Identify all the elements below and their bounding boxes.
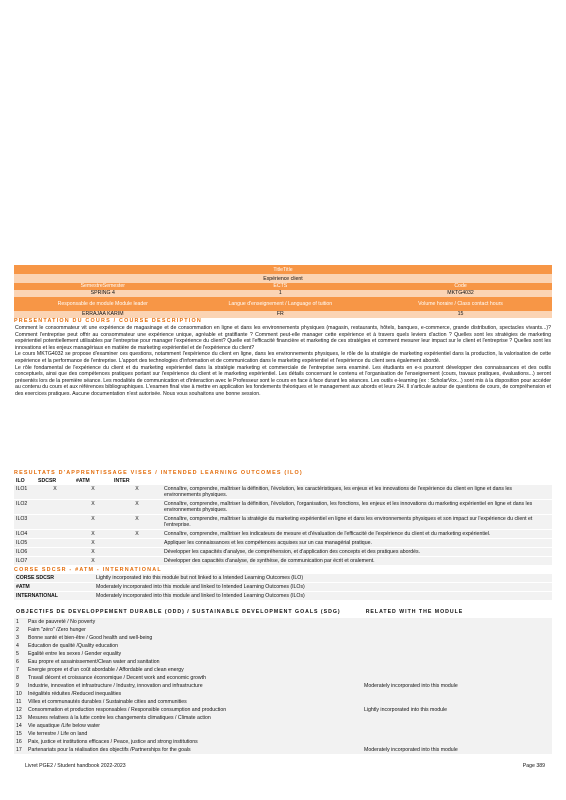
sdg-number: 5: [14, 650, 26, 658]
ilo-mark: X: [112, 500, 162, 515]
sdg-relation: [362, 658, 552, 666]
ilo-col-ilo: ILO: [16, 478, 25, 484]
ilo-row: [14, 485, 552, 500]
leader-value-row: [14, 311, 552, 318]
sdg-text: Education de qualité /Quality education: [26, 642, 362, 650]
title-label: TitleTitle: [273, 266, 293, 273]
semester-value-row: [14, 290, 552, 297]
ilo-row: [14, 515, 552, 530]
ilo-mark: X: [74, 485, 112, 500]
ilo-mark: X: [112, 515, 162, 530]
sdg-number: 9: [14, 682, 26, 690]
sdg-text: Bonne santé et bien-être / Good health and well-being: [26, 634, 362, 642]
sdg-row: [14, 746, 552, 754]
ilo-text: Connaître, comprendre, maîtriser les indicateurs de mesure et d'évaluation de l'efficacité de l'expérience du client et du marketing expérientiel.: [162, 530, 552, 539]
ects-label: ECTS: [273, 283, 288, 290]
ilo-col-inter: INTER: [114, 478, 130, 484]
sdg-number: 12: [14, 706, 26, 714]
sdg-relation: [362, 618, 552, 626]
ilo-mark: X: [112, 485, 162, 500]
ilo-text: Développer des capacités d'analyse, de synthèse, de communication par écrit et oralement.: [162, 557, 552, 566]
sdg-row: [14, 666, 552, 674]
ilo-link-label: INTERNATIONAL: [14, 592, 94, 601]
code-label: Code: [454, 283, 467, 290]
leader-header-row: [14, 297, 552, 311]
ilo-id: ILO3: [14, 515, 36, 530]
sdg-row: [14, 626, 552, 634]
ilo-col-atm: #ATM: [76, 478, 90, 484]
ilo-mark: X: [74, 557, 112, 566]
ilo-heading: RESULTATS D'APPRENTISSAGE VISES / INTENDED LEARNING OUTCOMES (ILO): [14, 470, 303, 476]
sdg-number: 4: [14, 642, 26, 650]
ilo-id: ILO1: [14, 485, 36, 500]
ilo-id: ILO6: [14, 548, 36, 557]
ilo-id: ILO5: [14, 539, 36, 548]
course-name-row: [14, 274, 552, 283]
sdg-relation: [362, 634, 552, 642]
sdg-heading: OBJECTIFS DE DEVELOPPEMENT DURABLE (ODD) / SUSTAINABLE DEVELOPMENT GOALS (SDG): [16, 609, 341, 615]
responsible-value: ERRAJAA KARIM: [82, 311, 124, 318]
sdg-row: [14, 618, 552, 626]
sdg-row: [14, 706, 552, 714]
sdg-text: Consommation et production responsables / Responsible consumption and production: [26, 706, 362, 714]
sdg-relation: [362, 642, 552, 650]
sdg-number: 16: [14, 738, 26, 746]
sdg-relation: [362, 730, 552, 738]
ilo-mark: [36, 515, 74, 530]
ilo-mark: [36, 500, 74, 515]
sdg-text: Villes et communautés durables / Sustainable cities and communities: [26, 698, 362, 706]
sdg-number: 10: [14, 690, 26, 698]
ilo-mark: [36, 548, 74, 557]
ilo-mark: X: [74, 548, 112, 557]
sdg-row: [14, 674, 552, 682]
language-label: Langue d'enseignement / Language of tuition: [228, 300, 333, 307]
ilo-header-row: [14, 477, 552, 485]
responsible-label: Responsable de module Module leader: [57, 300, 148, 307]
sdg-related-heading: RELATED WITH THE MODULE: [365, 609, 464, 615]
sdg-text: Pas de pauvreté / No poverty: [26, 618, 362, 626]
ilo-mark: [112, 548, 162, 557]
sdg-text: Energie propre et d'un coût abordable / Affordable and clean energy: [26, 666, 362, 674]
ilo-link-text: Moderately incorporated into this module and linked to Intended Learning Outcomes (ILOs): [94, 592, 552, 601]
ilo-table: [14, 477, 552, 566]
sdg-text: Egalité entre les sexes / Gender equality: [26, 650, 362, 658]
sdg-table: [14, 618, 552, 754]
sdg-text: Partenariats pour la réalisation des objectifs /Partnerships for the goals: [26, 746, 362, 754]
ilo-mark: X: [74, 515, 112, 530]
ilo-id: ILO7: [14, 557, 36, 566]
sdg-number: 15: [14, 730, 26, 738]
sdg-number: 17: [14, 746, 26, 754]
sdg-row: [14, 642, 552, 650]
semester-value: SPRING 4: [90, 290, 115, 297]
course-name: Expérience client: [263, 275, 303, 282]
sdg-number: 7: [14, 666, 26, 674]
sdg-number: 11: [14, 698, 26, 706]
ilo-mark: X: [74, 500, 112, 515]
ilo-mark: X: [112, 530, 162, 539]
ilo-row: [14, 500, 552, 515]
sdg-relation: [362, 690, 552, 698]
ilo-mark: X: [74, 539, 112, 548]
ilo-link-row: [14, 583, 552, 592]
sdg-row: [14, 714, 552, 722]
ilo-col-sdcsr: SDCSR: [38, 478, 57, 484]
sdg-text: Travail décent et croissance économique / Decent work and economic growth: [26, 674, 362, 682]
sdg-relation: [362, 650, 552, 658]
sdg-row: [14, 722, 552, 730]
sdg-text: Faim "zéro" /Zero hunger: [26, 626, 362, 634]
ilo-link-text: Moderately incorporated into this module and linked to Intended Learning Outcomes (ILOs): [94, 583, 552, 592]
ilo-link-row: [14, 574, 552, 583]
sdg-row: [14, 738, 552, 746]
page-number: Page 389: [522, 763, 545, 769]
course-sheet: [14, 265, 552, 754]
sdg-number: 3: [14, 634, 26, 642]
semester-header-row: [14, 283, 552, 290]
ilo-id: ILO2: [14, 500, 36, 515]
ilo-text: Connaître, comprendre, maîtriser la définition, l'évolution, l'organisation, les fonctions, les enjeux et les innovations du marketing expérientiel en ligne et dans les environnements physiques.: [162, 500, 552, 515]
ilo-text: Connaître, comprendre, maîtriser la définition, l'évolution, les caractéristiques, les enjeux et les innovations de l'expérience du client en ligne et dans les environnements physiques.: [162, 485, 552, 500]
ilo-row: [14, 557, 552, 566]
ilo-link-text: Lightly incorporated into this module but not linked to a Intended Learning Outcomes (ILO): [94, 574, 552, 583]
sdg-relation: [362, 666, 552, 674]
sdg-text: Inégalités réduites /Reduced inequalities: [26, 690, 362, 698]
sdg-row: [14, 682, 552, 690]
sdg-relation: [362, 722, 552, 730]
footer-left: Livret PGE2 / Student handbook 2022-2023: [25, 763, 126, 769]
ilo-link-label: #ATM: [14, 583, 94, 592]
sdg-number: 6: [14, 658, 26, 666]
sdg-number: 14: [14, 722, 26, 730]
ilo-row: [14, 548, 552, 557]
hours-value: 15: [457, 311, 464, 318]
sdg-number: 1: [14, 618, 26, 626]
language-value: FR: [276, 311, 284, 318]
code-value: MKTG4032: [447, 290, 474, 297]
ilo-link-label: CORSE SDCSR: [14, 574, 94, 583]
sdg-number: 2: [14, 626, 26, 634]
sdg-relation: Moderately incorporated into this module: [362, 682, 552, 690]
sdg-text: Vie terrestre / Life on land: [26, 730, 362, 738]
sdg-relation: [362, 714, 552, 722]
ilo-mark: [36, 557, 74, 566]
sdg-relation: [362, 626, 552, 634]
sdg-row: [14, 658, 552, 666]
sdg-number: 8: [14, 674, 26, 682]
sdg-number: 13: [14, 714, 26, 722]
ilo-mark: [112, 539, 162, 548]
presentation-heading: PRESENTATION DU COURS / COURSE DESCRIPTION: [14, 318, 202, 324]
ilo-mark: X: [74, 530, 112, 539]
ilo-link-row: [14, 592, 552, 601]
sdg-text: Industrie, innovation et infrastructure / Industry, innovation and infrastructure: [26, 682, 362, 690]
ilo-row: [14, 539, 552, 548]
sdg-relation: [362, 698, 552, 706]
ilo-text: Développer les capacités d'analyse, de compréhension, et d'application des concepts et des pratiques abordés.: [162, 548, 552, 557]
title-bar: [14, 265, 552, 274]
ilo-row: [14, 530, 552, 539]
sdg-row: [14, 650, 552, 658]
sdg-row: [14, 698, 552, 706]
ilo-id: ILO4: [14, 530, 36, 539]
ects-value: 1: [278, 290, 282, 297]
sdg-relation: Moderately incorporated into this module: [362, 746, 552, 754]
sdg-relation: [362, 738, 552, 746]
page-footer: [25, 763, 545, 769]
semester-label: SemestreSemester: [80, 283, 125, 290]
ilo-links-heading: CORSE SDCSR - #ATM - INTERNATIONAL: [14, 567, 162, 573]
sdg-relation: [362, 674, 552, 682]
ilo-text: Connaître, comprendre, maîtriser la stratégie du marketing expérientiel en ligne et dans les environnements physiques et son impact sur l'expérience du client et l'entreprise.: [162, 515, 552, 530]
ilo-mark: [36, 530, 74, 539]
sdg-row: [14, 730, 552, 738]
ilo-text: Appliquer les connaissances et les compétences acquises sur un cas managérial pratique.: [162, 539, 552, 548]
sdg-relation: Lightly incorporated into this module: [362, 706, 552, 714]
sdg-text: Paix, justice et institutions efficaces / Peace, justice and strong institutions: [26, 738, 362, 746]
sdg-text: Mesures relatives à la lutte contre les changements climatiques / Climate action: [26, 714, 362, 722]
sdg-text: Eau propre et assainissement/Clean water and sanitation: [26, 658, 362, 666]
ilo-mark: X: [36, 485, 74, 500]
ilo-links-table: [14, 574, 552, 601]
ilo-mark: [36, 539, 74, 548]
hours-label: Volume horaire / Class contact hours: [418, 300, 503, 307]
sdg-row: [14, 634, 552, 642]
sdg-text: Vie aquatique /Life below water: [26, 722, 362, 730]
ilo-mark: [112, 557, 162, 566]
presentation-text: Comment le consommateur vit une expérience de magasinage et de consommation en ligne et dans les environnements physiques (magasin, restaurants, hôtels, banques, e-commerce, grande distribution, spectacles vivants...)? Comment l'entreprise peut offrir au consommateur une expérience unique, agréable et gratifiante ? Comment peut-elle manager cette expérience et à travers quels leviers d'action ? Quelles sont les stratégies de marketing expérientiel potentiellement utilisables par l'entreprise pour manager l'expérience du client? Quelle est l'efficacité financière et marketing de ces stratégies et comment mesurer leur impact sur le client et l'entreprise ? Quelles sont les innovations et les enjeux managériaux en matière de marketing expérientiel et de l'expérience du client? Le cours MKTG4032 se propose d'examiner ces questions, notamment l'expérience du client en ligne, dans les environnements physiques, le rôle de la stratégie de marketing expérientiel dans la production, la valorisation de cette expérience et la performance de l'entreprise. L'apport des technologies d'information et de communication dans le marketing expérientiel et l'expérience du client sera également abordé. Le rôle fondamental de l'expérience du client et du marketing expérientiel dans la stratégie marketing et commerciale de l'entreprise sera examiné. Les étudiants en e-s pourront développer des connaissances et des outils conceptuels, ainsi que des compétences pratiques portant sur l'expérience du client et le marketing expérientiel. Les détails concernant le contenu et l'organisation de l'enseignement (cours, travaux pratiques, évaluations...) seront présentés lors de la première séance. Les modalités de communication et d'interaction avec le Professeur sont le cours en face à face durant les séances. Les outils e-learning (ex : ScholarVox...) sont mis à la disposition pour accéder au contenu du cours et aux références bibliographiques. L'examen final vise à mettre en application les fondements théoriques et le management aux abords et leurs 2H. Il s'articule autour de questions de cours, de compréhension et des exercices pratiques. Aucune documentation n'est autorisée. Nous vous souhaitons une bonne session.: [15, 325, 551, 397]
sdg-header: [14, 609, 552, 615]
sdg-row: [14, 690, 552, 698]
